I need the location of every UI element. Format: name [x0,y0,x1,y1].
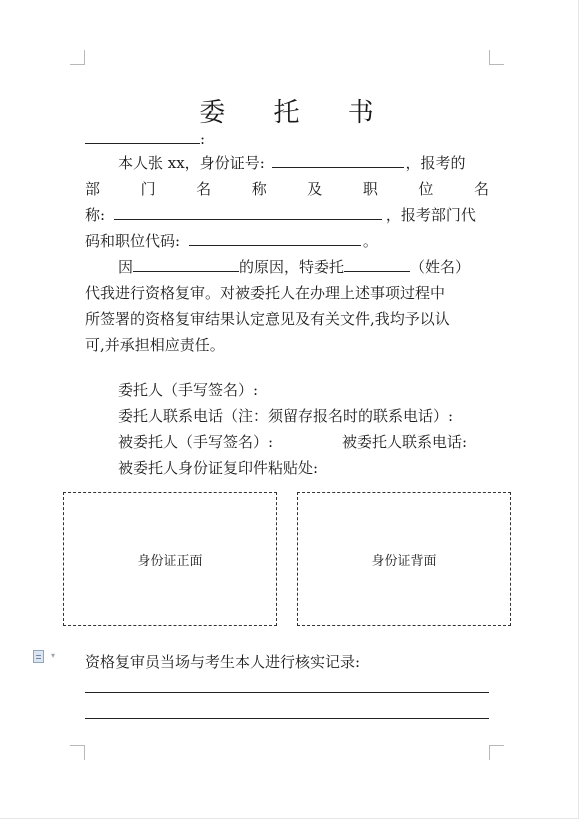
id-front-label: 身份证正面 [137,553,203,569]
agent-name-blank[interactable] [344,255,410,272]
id-number-blank[interactable] [272,151,404,168]
principal-phone-label: 委托人联系电话（注：须留存报名时的联系电话）: [118,407,454,425]
addressee-blank[interactable] [85,127,200,144]
char: 称 [251,180,267,198]
para1-line2 [85,176,489,202]
reason-blank[interactable] [133,255,239,272]
crop-mark-top-left [70,50,85,65]
para1-text-a: 本人张 xx，身份证号: [118,154,265,172]
char: 门 [140,180,156,198]
char: 名 [196,180,212,198]
para1-line4 [85,228,378,254]
agent-phone-label: 被委托人联系电话: [342,433,468,451]
para1-text-b: ，报考的 [405,154,466,172]
verification-label: 资格复审员当场与考生本人进行核实记录: [85,653,361,671]
crop-mark-bottom-right [489,745,504,760]
id-back-box[interactable] [297,492,511,626]
para2-text-b: 的原因，特委托 [239,258,345,276]
char: 职 [362,180,378,198]
para1-text-d: ，报考部门代 [385,206,476,224]
para1-text-c: 称: [85,206,106,224]
para1-text-e: 码和职位代码: [85,232,181,250]
para2-line2: 代我进行资格复审。对被委托人在办理上述事项过程中 [85,284,446,302]
crop-mark-top-right [489,50,504,65]
char: 名 [473,180,489,198]
id-copy-label: 被委托人身份证复印件粘贴处: [118,459,319,477]
char: 部 [85,180,101,198]
para2-text-c: （姓名） [410,258,471,276]
department-position-blank[interactable] [114,203,382,220]
verification-line-2[interactable] [85,718,489,719]
addressee-line [85,126,205,152]
para2-line3: 所签署的资格复审结果认定意见及有关文件,我均予以认 [85,310,450,328]
addressee-colon: : [200,130,206,148]
para2-line4: 可,并承担相应责任。 [85,336,225,354]
para1-line1 [118,150,466,176]
principal-signature-label: 委托人（手写签名）: [118,381,259,399]
position-code-blank[interactable] [189,229,361,246]
char: 位 [418,180,434,198]
crop-mark-bottom-left [70,745,85,760]
verification-line-1[interactable] [85,692,489,693]
document-icon[interactable] [33,650,44,663]
para1-line3 [85,202,476,228]
char: 及 [307,180,323,198]
para1-text-f: 。 [362,232,378,250]
document-title: 委 托 书 [199,98,394,128]
para2-line1 [118,254,470,280]
chevron-down-icon[interactable]: ▾ [51,651,56,660]
para2-text-a: 因 [118,258,134,276]
agent-signature-label: 被委托人（手写签名）: [118,433,274,451]
id-front-box[interactable] [63,492,277,626]
id-back-label: 身份证背面 [371,553,437,569]
